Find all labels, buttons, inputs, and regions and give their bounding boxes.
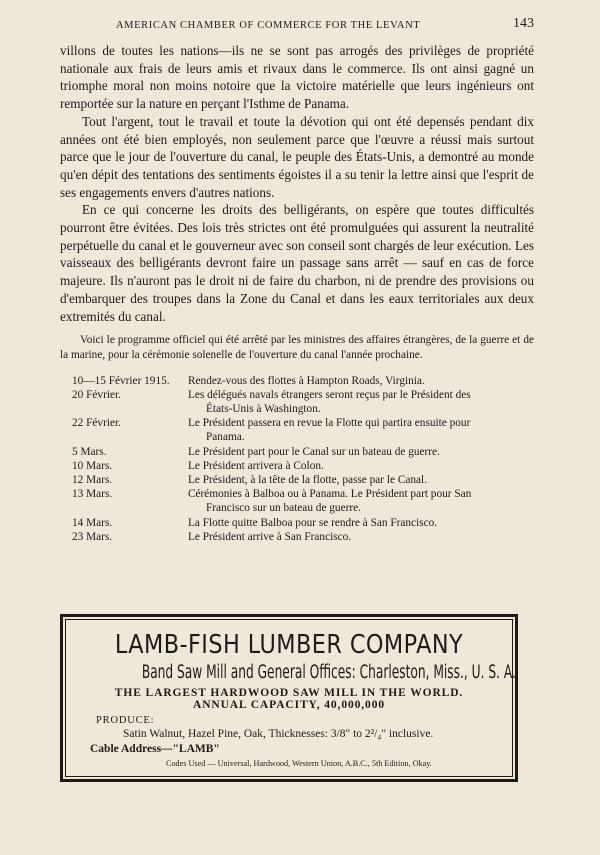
schedule-event-continuation: États-Unis à Washington.: [206, 402, 321, 415]
schedule-date: 20 Février.: [72, 388, 121, 401]
running-header: [60, 16, 534, 38]
article-body: [60, 42, 534, 325]
schedule-row: [60, 388, 534, 416]
ad-company-name: LAMB-FISH LUMBER COMPANY: [114, 630, 464, 660]
ad-offices-line: Band Saw Mill and General Offices: Charleston, Miss., U. S. A.: [141, 662, 516, 683]
schedule-event: Le Président part pour le Canal sur un bateau de guerre.: [188, 445, 440, 458]
ad-produce-label: PRODUCE:: [96, 715, 155, 726]
schedule-event-continuation: Panama.: [206, 431, 245, 444]
program-intro: Voici le programme officiel qui été arrêté par les ministres des affaires étrangères, de la guerre et de la marine, pour la cérémonie solenelle de l'ouverture du canal l'année prochaine.: [60, 334, 534, 361]
advertisement-inner-frame: [65, 619, 516, 777]
schedule-date: 5 Mars.: [72, 445, 107, 458]
ad-annual-capacity: ANNUAL CAPACITY, 40,000,000: [192, 699, 386, 711]
schedule-date: 23 Mars.: [72, 530, 113, 543]
schedule-row: [60, 487, 534, 515]
schedule-date: 12 Mars.: [72, 473, 113, 486]
schedule-event: Le Président passera en revue la Flotte qui partira ensuite pour Panama.: [188, 416, 534, 444]
ad-largest-mill: THE LARGEST HARDWOOD SAW MILL IN THE WORLD.: [114, 687, 464, 699]
schedule-row: [60, 374, 534, 388]
schedule-row: [60, 473, 534, 487]
paragraph: En ce qui concerne les droits des belligérants, on espère que toutes difficultés pourront être évitées. Des lois très strictes ont été promulguées qui assurent la neutralité perpétuelle du canal et le gouverneur avec son conseil sont chargés de leur exécution. Les vaisseaux des belligérants devront faire un passage sans arrêt — sauf en cas de force majeure. Ils n'auront pas le droit ni de faire du charbon, ni de prendre des provisions ou d'embarquer des troupes dans la Zone du Canal et dans les eaux territoriales aux deux extremités du canal.: [60, 202, 534, 324]
schedule-row: [60, 530, 534, 544]
ceremony-schedule: [60, 374, 534, 544]
schedule-event: Les délégués navals étrangers seront reçus par le Président des États-Unis à Washington.: [188, 388, 534, 416]
schedule-row: [60, 459, 534, 473]
schedule-date: 10—15 Février 1915.: [72, 374, 170, 387]
ad-produce-list: Satin Walnut, Hazel Pine, Oak, Thicknesses: 3/8" to 2²/₄" inclusive.: [123, 728, 434, 740]
schedule-event: Le Président, à la tête de la flotte, passe par le Canal.: [188, 473, 428, 486]
paragraph: Tout l'argent, tout le travail et toute la dévotion qui ont été depensés pendant dix années ont été bien employés, non seulement parce que l'œuvre a réussi mais surtout parce que le jour de l'ouverture du canal, le peuple des États-Unis, a demontré au monde qu'en dépit des tentations des sentiments égoistes il a su tenir la lettre ainsi que l'esprit de ses engagements envers d'autres nations.: [60, 113, 534, 200]
header-title: AMERICAN CHAMBER OF COMMERCE FOR THE LEVANT: [116, 20, 421, 31]
schedule-date: 14 Mars.: [72, 516, 113, 529]
schedule-event: La Flotte quitte Balboa pour se rendre à San Francisco.: [188, 516, 438, 529]
lumber-company-advertisement: [60, 614, 518, 782]
schedule-date: 13 Mars.: [72, 488, 113, 501]
schedule-event-continuation: Francisco sur un bateau de guerre.: [206, 502, 361, 515]
schedule-event: Cérémonies à Balboa ou à Panama. Le Président part pour San Francisco sur un bateau de guerre.: [188, 487, 534, 515]
paragraph: villons de toutes les nations—ils ne se sont pas arrogés des privilèges de propriété nationale aux frais de leurs amis et rivaux dans le commerce. Ils ont ainsi gagné un triomphe moral non moins notoire que la victoire matérielle que leurs ingénieurs ont remportée sur la nature en perçant l'Isthme de Panama.: [60, 43, 534, 112]
page-number: 143: [513, 16, 534, 31]
schedule-row: [60, 445, 534, 459]
schedule-date: 22 Février.: [72, 417, 121, 430]
schedule-event: Rendez-vous des flottes à Hampton Roads, Virginia.: [188, 374, 425, 387]
schedule-row: [60, 416, 534, 444]
schedule-date: 10 Mars.: [72, 459, 113, 472]
schedule-row: [60, 516, 534, 530]
ad-codes-used: Codes Used — Universal, Hardwood, Western Union, A.B.C., 5th Edition, Okay.: [166, 759, 432, 768]
ad-cable-address: Cable Address—"LAMB": [90, 743, 220, 755]
schedule-event: Le Président arrive à San Francisco.: [188, 530, 352, 543]
schedule-event: Le Président arrivera à Colon.: [188, 459, 324, 472]
